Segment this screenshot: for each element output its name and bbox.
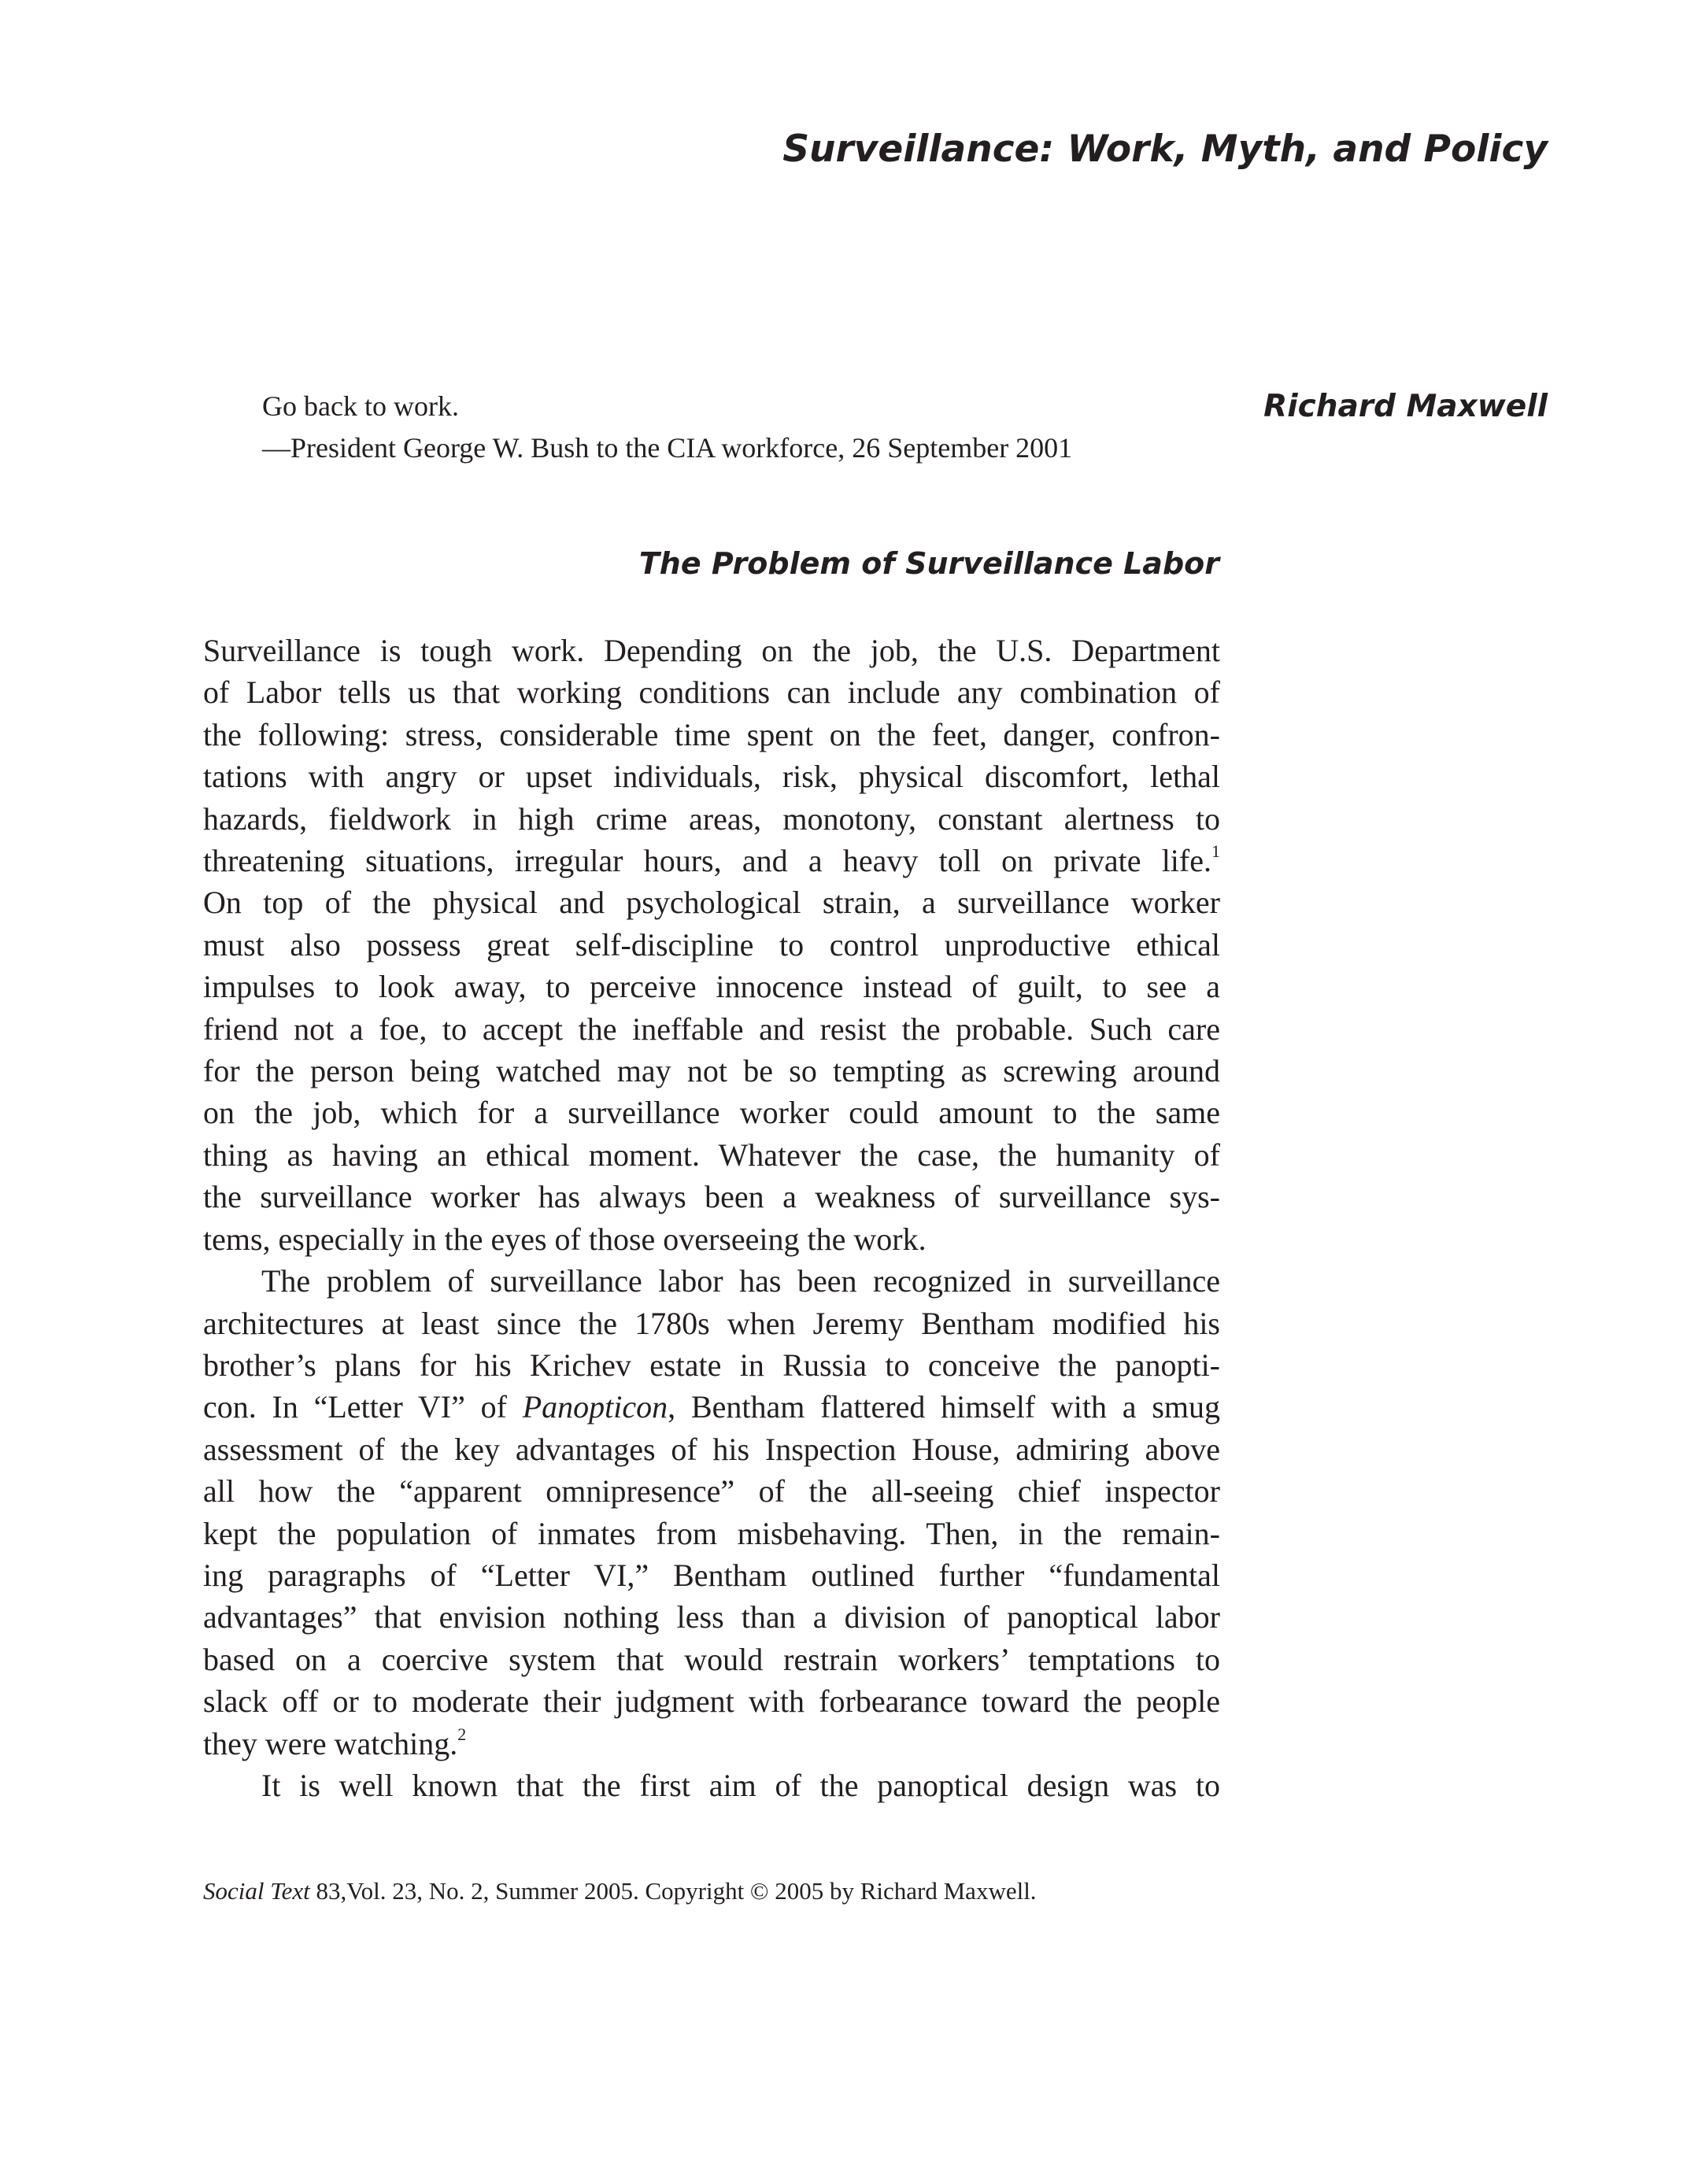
text-line: impulses to look away, to perceive innocence instead of guilt, to see a xyxy=(203,969,1220,1005)
text-line: advantages” that envision nothing less than a division of panoptical labor xyxy=(203,1599,1220,1635)
text-line xyxy=(203,1386,1220,1428)
footnote-ref-2: 2 xyxy=(457,1724,467,1744)
text-line: It is well known that the first aim of the panoptical design was to xyxy=(261,1767,1220,1803)
text-line: on the job, which for a surveillance worker could amount to the same xyxy=(203,1095,1220,1131)
section-heading: The Problem of Surveillance Labor xyxy=(638,546,1219,581)
paragraph-2 xyxy=(203,1260,1220,1765)
text-line-content: they were watching. xyxy=(203,1725,458,1761)
text-line: the surveillance worker has always been a weakness of surveillance sys- xyxy=(203,1179,1220,1215)
text-line: hazards, fieldwork in high crime areas, monotony, constant alertness to xyxy=(203,800,1220,837)
paragraph-3 xyxy=(203,1765,1220,1806)
citation-footer xyxy=(203,1877,1037,1905)
text-line xyxy=(203,1723,1220,1765)
text-line: the following: stress, considerable time spent on the feet, danger, confron- xyxy=(203,716,1220,752)
epigraph xyxy=(262,386,1072,469)
text-line: On top of the physical and psychological strain, a surveillance worker xyxy=(203,885,1220,921)
text-line: The problem of surveillance labor has been recognized in surveillance xyxy=(261,1263,1220,1299)
text-line: all how the “apparent omnipresence” of the all-seeing chief inspector xyxy=(203,1473,1220,1510)
citation-details: 83,Vol. 23, No. 2, Summer 2005. Copyright © 2005 by Richard Maxwell. xyxy=(309,1877,1037,1905)
text-line: ing paragraphs of “Letter VI,” Bentham outlined further “fundamental xyxy=(203,1557,1220,1593)
body-text xyxy=(203,630,1220,1806)
text-line: thing as having an ethical moment. Whatever the case, the humanity of xyxy=(203,1136,1220,1173)
text-segment: , Bentham flattered himself with a smug xyxy=(668,1389,1221,1425)
text-line: assessment of the key advantages of his Inspection House, admiring above xyxy=(203,1431,1220,1467)
text-line: for the person being watched may not be so tempting as screwing around xyxy=(203,1053,1220,1089)
text-line: kept the population of inmates from misbehaving. Then, in the remain- xyxy=(203,1515,1220,1551)
book-title-panopticon: Panopticon xyxy=(522,1389,668,1425)
article-title: Surveillance: Work, Myth, and Policy xyxy=(782,127,1548,171)
paragraph-1 xyxy=(203,630,1220,1260)
journal-name: Social Text xyxy=(203,1877,310,1905)
text-line: tems, especially in the eyes of those overseeing the work. xyxy=(203,1221,927,1257)
text-segment: con. In “Letter VI” of xyxy=(203,1389,523,1425)
text-line: Surveillance is tough work. Depending on the job, the U.S. Department xyxy=(203,633,1220,668)
text-line: brother’s plans for his Krichev estate in Russia to conceive the panopti- xyxy=(203,1347,1220,1383)
text-line: must also possess great self-discipline to control unproductive ethical xyxy=(203,926,1220,963)
text-line: slack off or to moderate their judgment with forbearance toward the people xyxy=(203,1683,1220,1720)
text-line: of Labor tells us that working conditions can include any combination of xyxy=(203,674,1220,711)
epigraph-quote: Go back to work. xyxy=(262,390,459,422)
epigraph-attribution: —President George W. Bush to the CIA workforce, 26 September 2001 xyxy=(262,432,1073,464)
footnote-ref-1: 1 xyxy=(1211,841,1220,862)
author-name: Richard Maxwell xyxy=(1263,389,1548,424)
text-line: friend not a foe, to accept the ineffable and resist the probable. Such care xyxy=(203,1011,1220,1047)
text-line: based on a coercive system that would restrain workers’ temptations to xyxy=(203,1641,1220,1677)
text-line-content: threatening situations, irregular hours, and a heavy toll on private life. xyxy=(203,843,1211,879)
text-line xyxy=(203,840,1220,881)
text-line: architectures at least since the 1780s when Jeremy Bentham modified his xyxy=(203,1305,1220,1341)
text-line: tations with angry or upset individuals, risk, physical discomfort, lethal xyxy=(203,759,1220,795)
